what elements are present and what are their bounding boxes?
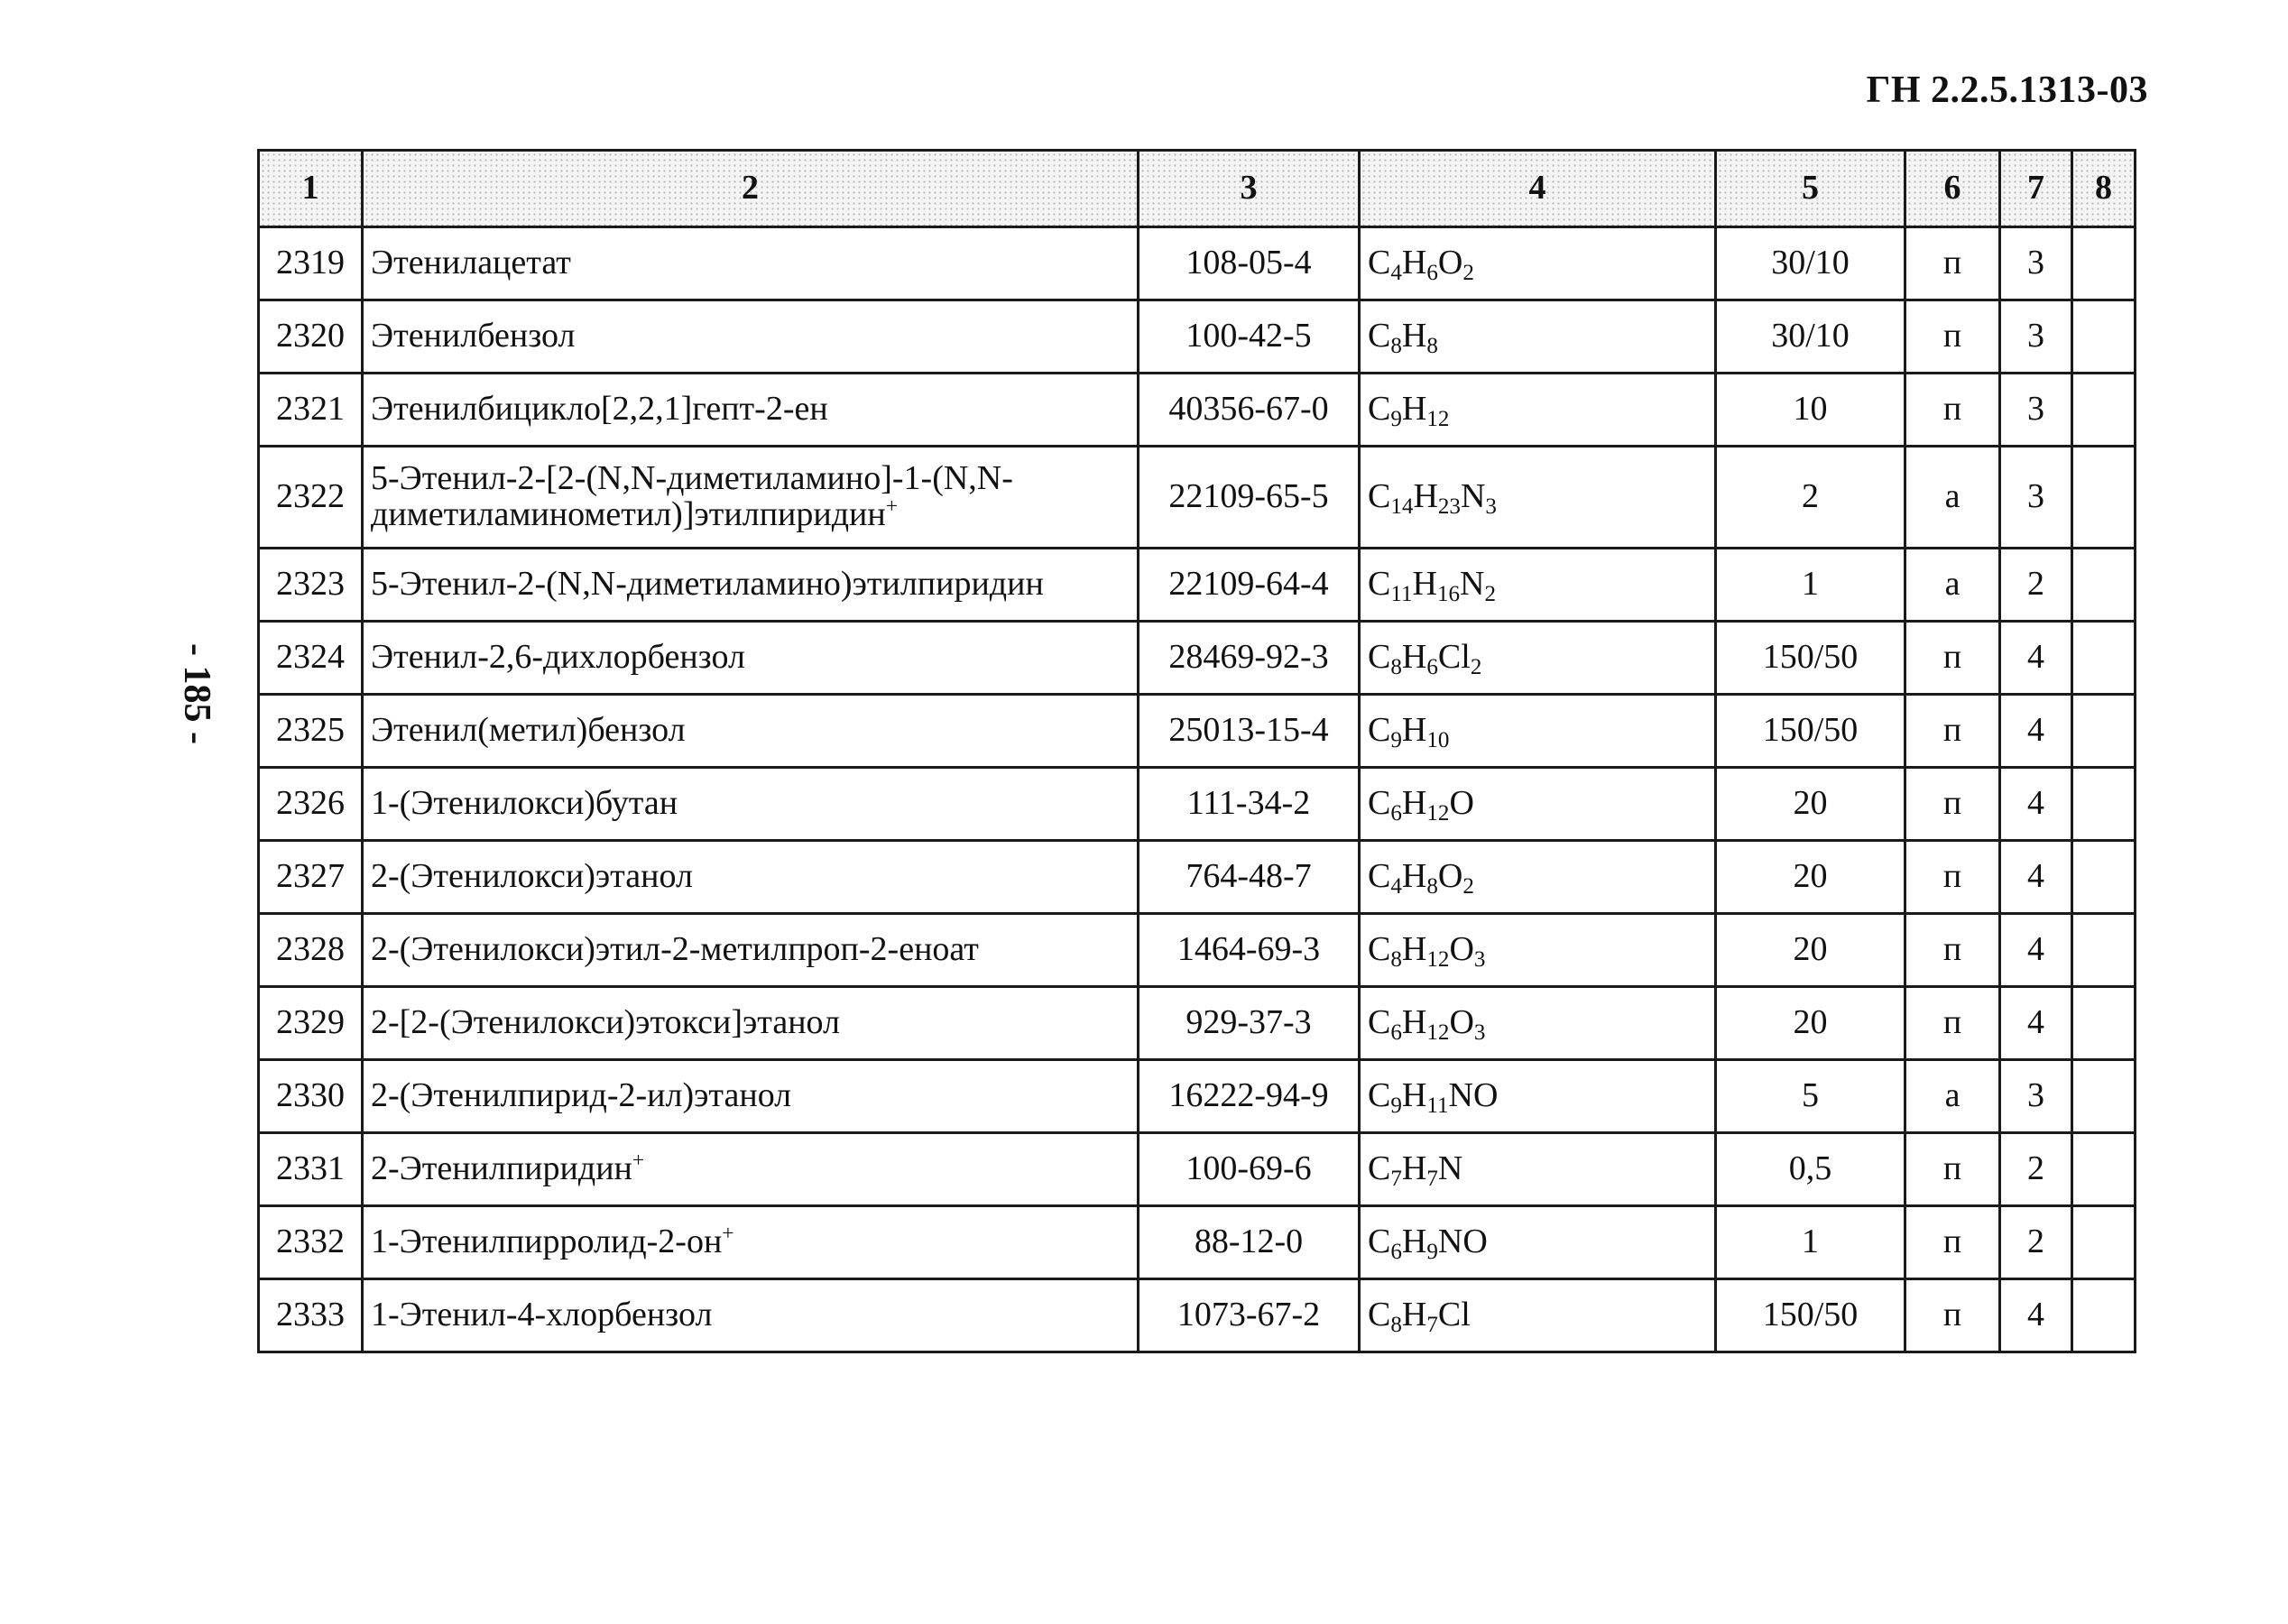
row-number-cell: 2332 — [259, 1206, 363, 1279]
cas-number-cell: 100-69-6 — [1139, 1133, 1360, 1206]
notes-cell — [2072, 549, 2136, 622]
formula-cell: $C_9H_{10}$ — [1360, 695, 1716, 768]
aggregate-state-cell: п — [1905, 622, 2000, 695]
substance-name-cell: 1-Этенил-4-хлорбензол — [363, 1279, 1139, 1352]
table-row — [259, 841, 2136, 914]
limit-value-cell: 20 — [1716, 914, 1905, 987]
substance-name-cell: Этенилбицикло[2,2,1]гепт-2-ен — [363, 374, 1139, 447]
notes-cell — [2072, 695, 2136, 768]
notes-cell — [2072, 1279, 2136, 1352]
limit-value-cell: 20 — [1716, 768, 1905, 841]
substance-name-cell: Этенилбензол — [363, 300, 1139, 374]
table-row — [259, 1133, 2136, 1206]
limit-value-cell: 2 — [1716, 447, 1905, 549]
header-cell-7: 7 — [2000, 151, 2072, 227]
cas-number-cell: 111-34-2 — [1139, 768, 1360, 841]
substance-name-cell: 5-Этенил-2-(N,N-диметиламино)этилпиридин — [363, 549, 1139, 622]
substance-name-cell: Этенилацетат — [363, 227, 1139, 300]
notes-cell — [2072, 914, 2136, 987]
header-cell-3: 3 — [1139, 151, 1360, 227]
header-cell-2: 2 — [363, 151, 1139, 227]
limit-value-cell: 1 — [1716, 1206, 1905, 1279]
substances-table — [257, 149, 2136, 1353]
table-row — [259, 987, 2136, 1060]
aggregate-state-cell: п — [1905, 374, 2000, 447]
cas-number-cell: 1464-69-3 — [1139, 914, 1360, 987]
aggregate-state-cell: п — [1905, 841, 2000, 914]
row-number-cell: 2330 — [259, 1060, 363, 1133]
substance-name-cell: 5-Этенил-2-[2-(N,N-диметиламино]-1-(N,N-диметиламинометил)]этилпиридин+ — [363, 447, 1139, 549]
table-body — [259, 151, 2136, 1352]
table-row — [259, 622, 2136, 695]
aggregate-state-cell: а — [1905, 549, 2000, 622]
notes-cell — [2072, 300, 2136, 374]
table-row — [259, 1279, 2136, 1352]
substance-name-cell: 1-(Этенилокси)бутан — [363, 768, 1139, 841]
limit-value-cell: 150/50 — [1716, 1279, 1905, 1352]
row-number-cell: 2324 — [259, 622, 363, 695]
substance-name-cell: 1-Этенилпирролид-2-он+ — [363, 1206, 1139, 1279]
table-row — [259, 447, 2136, 549]
cas-number-cell: 16222-94-9 — [1139, 1060, 1360, 1133]
row-number-cell: 2333 — [259, 1279, 363, 1352]
formula-cell: $C_4H_6O_2$ — [1360, 227, 1716, 300]
notes-cell — [2072, 1206, 2136, 1279]
limit-value-cell: 30/10 — [1716, 227, 1905, 300]
table-row — [259, 549, 2136, 622]
cas-number-cell: 40356-67-0 — [1139, 374, 1360, 447]
row-number-cell: 2329 — [259, 987, 363, 1060]
substance-name-cell: Этенил-2,6-дихлорбензол — [363, 622, 1139, 695]
notes-cell — [2072, 768, 2136, 841]
formula-cell: $C_6H_{12}O_3$ — [1360, 987, 1716, 1060]
table-row — [259, 1060, 2136, 1133]
notes-cell — [2072, 841, 2136, 914]
aggregate-state-cell: п — [1905, 914, 2000, 987]
formula-cell: $C_4H_8O_2$ — [1360, 841, 1716, 914]
notes-cell — [2072, 622, 2136, 695]
table-row — [259, 768, 2136, 841]
row-number-cell: 2328 — [259, 914, 363, 987]
hazard-class-cell: 4 — [2000, 841, 2072, 914]
limit-value-cell: 10 — [1716, 374, 1905, 447]
notes-cell — [2072, 987, 2136, 1060]
hazard-class-cell: 3 — [2000, 447, 2072, 549]
aggregate-state-cell: а — [1905, 1060, 2000, 1133]
formula-cell: $C_8H_7Cl$ — [1360, 1279, 1716, 1352]
aggregate-state-cell: п — [1905, 1133, 2000, 1206]
aggregate-state-cell: п — [1905, 300, 2000, 374]
limit-value-cell: 5 — [1716, 1060, 1905, 1133]
limit-value-cell: 20 — [1716, 841, 1905, 914]
header-cell-5: 5 — [1716, 151, 1905, 227]
row-number-cell: 2322 — [259, 447, 363, 549]
formula-cell: $C_9H_{12}$ — [1360, 374, 1716, 447]
hazard-class-cell: 3 — [2000, 374, 2072, 447]
hazard-class-cell: 4 — [2000, 914, 2072, 987]
hazard-class-cell: 4 — [2000, 987, 2072, 1060]
limit-value-cell: 150/50 — [1716, 695, 1905, 768]
page-number: - 185 - — [175, 643, 217, 744]
cas-number-cell: 764-48-7 — [1139, 841, 1360, 914]
aggregate-state-cell: п — [1905, 1279, 2000, 1352]
header-cell-8: 8 — [2072, 151, 2136, 227]
cas-number-cell: 100-42-5 — [1139, 300, 1360, 374]
cas-number-cell: 22109-65-5 — [1139, 447, 1360, 549]
cas-number-cell: 929-37-3 — [1139, 987, 1360, 1060]
hazard-class-cell: 4 — [2000, 622, 2072, 695]
limit-value-cell: 20 — [1716, 987, 1905, 1060]
row-number-cell: 2320 — [259, 300, 363, 374]
formula-cell: $C_{11}H_{16}N_2$ — [1360, 549, 1716, 622]
formula-cell: $C_8H_6Cl_2$ — [1360, 622, 1716, 695]
formula-cell: $C_7H_7N$ — [1360, 1133, 1716, 1206]
row-number-cell: 2323 — [259, 549, 363, 622]
notes-cell — [2072, 1060, 2136, 1133]
notes-cell — [2072, 447, 2136, 549]
table-row — [259, 300, 2136, 374]
hazard-class-cell: 2 — [2000, 549, 2072, 622]
row-number-cell: 2327 — [259, 841, 363, 914]
cas-number-cell: 25013-15-4 — [1139, 695, 1360, 768]
header-row — [259, 151, 2136, 227]
hazard-class-cell: 4 — [2000, 695, 2072, 768]
table-row — [259, 227, 2136, 300]
substance-name-cell: 2-Этенилпиридин+ — [363, 1133, 1139, 1206]
table-row — [259, 695, 2136, 768]
header-cell-6: 6 — [1905, 151, 2000, 227]
table-row — [259, 914, 2136, 987]
formula-cell: $C_6H_{12}O$ — [1360, 768, 1716, 841]
hazard-class-cell: 3 — [2000, 300, 2072, 374]
hazard-class-cell: 3 — [2000, 1060, 2072, 1133]
formula-cell: $C_6H_9NO$ — [1360, 1206, 1716, 1279]
aggregate-state-cell: п — [1905, 227, 2000, 300]
formula-cell: $C_9H_{11}NO$ — [1360, 1060, 1716, 1133]
row-number-cell: 2321 — [259, 374, 363, 447]
row-number-cell: 2331 — [259, 1133, 363, 1206]
aggregate-state-cell: п — [1905, 768, 2000, 841]
substance-name-cell: 2-[2-(Этенилокси)этокси]этанол — [363, 987, 1139, 1060]
hazard-class-cell: 3 — [2000, 227, 2072, 300]
hazard-class-cell: 2 — [2000, 1133, 2072, 1206]
notes-cell — [2072, 374, 2136, 447]
limit-value-cell: 0,5 — [1716, 1133, 1905, 1206]
substance-name-cell: 2-(Этенилокси)этанол — [363, 841, 1139, 914]
notes-cell — [2072, 1133, 2136, 1206]
aggregate-state-cell: п — [1905, 1206, 2000, 1279]
row-number-cell: 2319 — [259, 227, 363, 300]
cas-number-cell: 22109-64-4 — [1139, 549, 1360, 622]
header-cell-1: 1 — [259, 151, 363, 227]
formula-cell: $C_{14}H_{23}N_3$ — [1360, 447, 1716, 549]
formula-cell: $C_8H_{12}O_3$ — [1360, 914, 1716, 987]
aggregate-state-cell: а — [1905, 447, 2000, 549]
limit-value-cell: 150/50 — [1716, 622, 1905, 695]
cas-number-cell: 108-05-4 — [1139, 227, 1360, 300]
table-row — [259, 374, 2136, 447]
aggregate-state-cell: п — [1905, 987, 2000, 1060]
hazard-class-cell: 2 — [2000, 1206, 2072, 1279]
substance-name-cell: Этенил(метил)бензол — [363, 695, 1139, 768]
substance-name-cell: 2-(Этенилпирид-2-ил)этанол — [363, 1060, 1139, 1133]
aggregate-state-cell: п — [1905, 695, 2000, 768]
substance-name-cell: 2-(Этенилокси)этил-2-метилпроп-2-еноат — [363, 914, 1139, 987]
row-number-cell: 2325 — [259, 695, 363, 768]
header-cell-4: 4 — [1360, 151, 1716, 227]
row-number-cell: 2326 — [259, 768, 363, 841]
hazard-class-cell: 4 — [2000, 768, 2072, 841]
formula-cell: $C_8H_8$ — [1360, 300, 1716, 374]
document-code: ГН 2.2.5.1313-03 — [1866, 69, 2148, 111]
cas-number-cell: 1073-67-2 — [1139, 1279, 1360, 1352]
limit-value-cell: 30/10 — [1716, 300, 1905, 374]
hazard-class-cell: 4 — [2000, 1279, 2072, 1352]
cas-number-cell: 28469-92-3 — [1139, 622, 1360, 695]
table-row — [259, 1206, 2136, 1279]
notes-cell — [2072, 227, 2136, 300]
limit-value-cell: 1 — [1716, 549, 1905, 622]
cas-number-cell: 88-12-0 — [1139, 1206, 1360, 1279]
